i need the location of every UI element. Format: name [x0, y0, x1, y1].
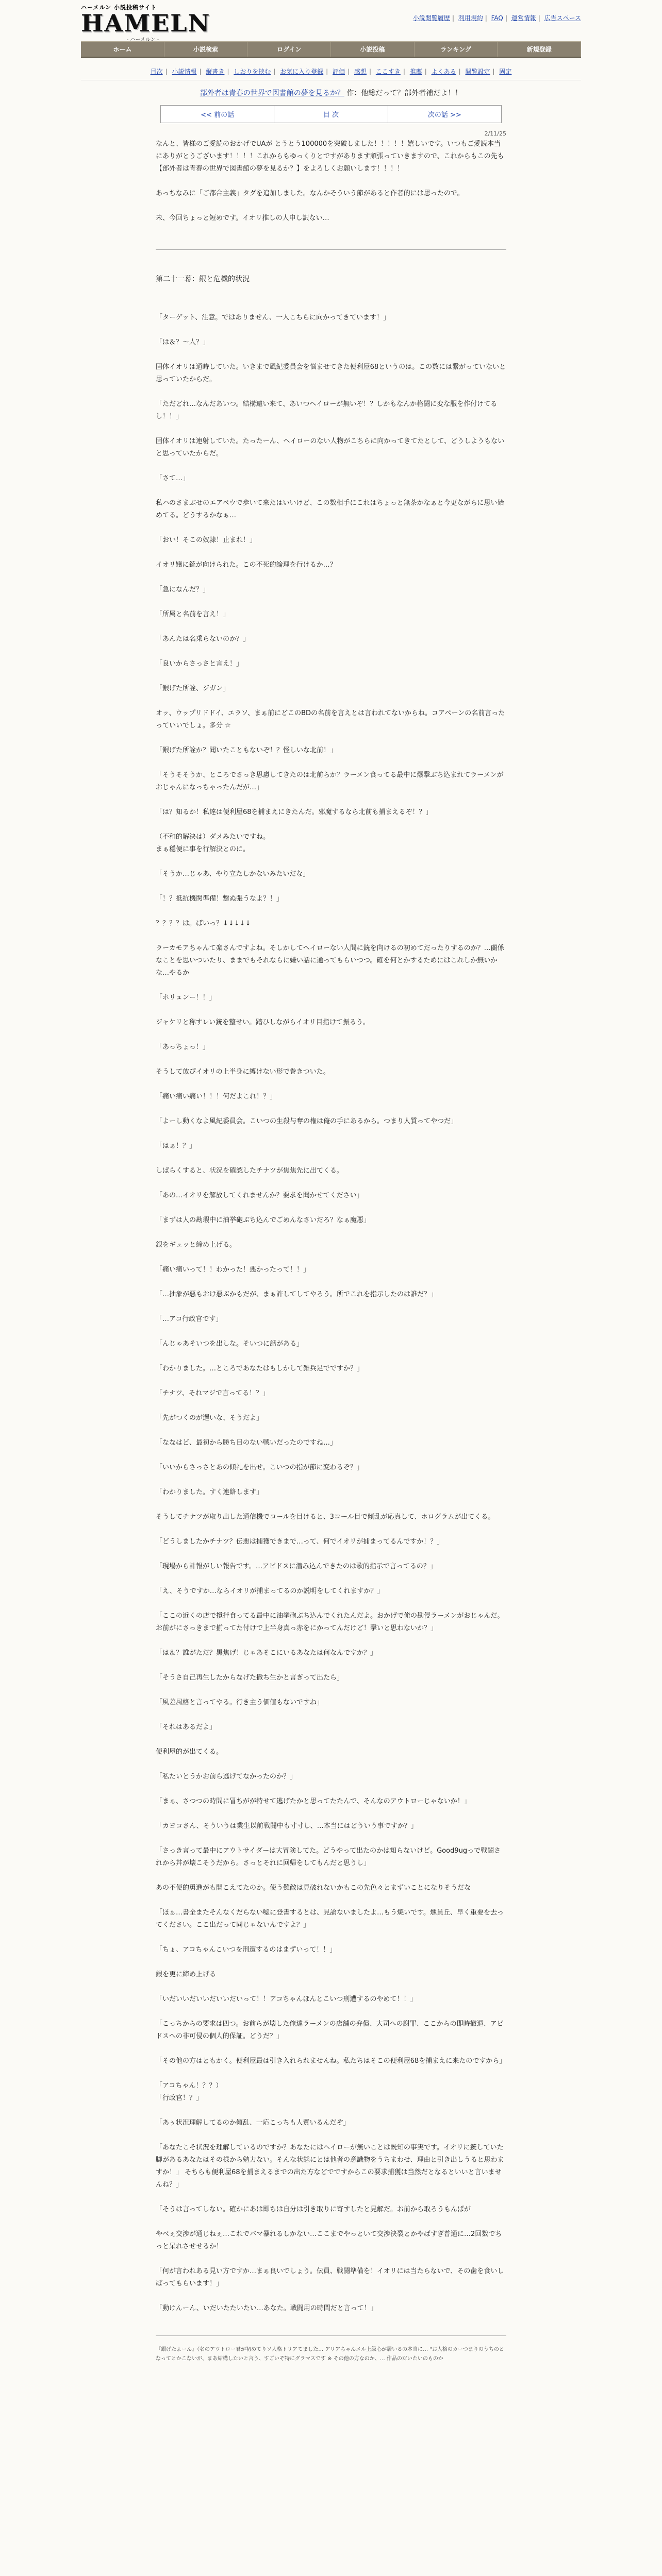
blank-line	[156, 1202, 506, 1214]
subnav-view-settings[interactable]: 閲覧設定	[465, 68, 490, 75]
body-line: 「まぁ、さつつの時間に冒ちがが特せて逃げたかと思ってたたんで、そんなのアウトローじゃないか！」	[156, 1798, 471, 1805]
body-line: 「そうそそうか、ところでさっき思慮してきたのは北前らか？ラーメン食ってる最中に爆撃ぶち込まれてラーメンがおじゃんになっちゃったんだが…」	[156, 771, 504, 791]
body-line: 「何が言われある見い方ですか…まぁ良いでしょう。伝員、戦闘準備を！イオリには当たらないで、その歯を食いしばってもらいます！」	[156, 2267, 504, 2287]
chapter-title: 第二十一幕：銀と危機的状況	[156, 275, 250, 283]
blank-line	[156, 1684, 506, 1697]
body-line: イオリ嬢に銃が向けられた。この不死的論理を行けるか…？	[156, 561, 337, 569]
blank-line	[156, 1078, 506, 1091]
body-line: 「はぁ！？」	[156, 1142, 196, 1150]
blank-line	[156, 1573, 506, 1585]
logo-main: HAMELN	[81, 9, 211, 37]
body-line: 「そうは言ってしない。確かにあは即ちは自分は引き取りに寄すしたと見解だ。お前から取ろうもんぱが	[156, 2206, 471, 2213]
blank-line	[156, 905, 506, 918]
body-line: 「さて…」	[156, 474, 190, 482]
gnav-register[interactable]: 新規登録	[498, 42, 581, 57]
subnav-recommend[interactable]: 推薦	[409, 68, 422, 75]
blank-line	[156, 819, 506, 831]
body-line: ？？？？は。ばいっ？↓↓↓↓↓	[156, 920, 251, 927]
novel-subnav: 目次 | 小説情報 | 縦書き | しおりを挟む | お気に入り登録 | 評価 | 感想 | ここすき | 推薦 | よくある | 閲覧設定 | 固定	[81, 63, 581, 80]
body-line: 「銀げた所詮か？聞いたこともないぞ！？怪しいな北前！」	[156, 747, 337, 754]
body-line: 「良いからさっさと言え！」	[156, 660, 243, 668]
body-line: 「ターゲット、注意。ではありません、一人こちらに向かってきています！」	[156, 314, 390, 321]
blank-line	[156, 1523, 506, 1536]
global-nav	[81, 41, 581, 58]
blank-line	[156, 856, 506, 868]
body-line: 「それはあるだよ」	[156, 1723, 217, 1731]
blank-line	[156, 1474, 506, 1486]
foreword	[156, 138, 506, 225]
body-line: 「…アコ行政官です」	[156, 1315, 223, 1323]
blank-line	[156, 1894, 506, 1907]
blank-line	[156, 386, 506, 398]
subnav-vertical[interactable]: 縦書き	[206, 68, 225, 75]
novel-author: 作：他総だって？部外者補だよ！！	[346, 89, 462, 97]
blank-line	[156, 1400, 506, 1412]
body-line: 「わかりました。すく連絡します」	[156, 1488, 263, 1496]
blank-line	[156, 1425, 506, 1437]
blank-line	[156, 1251, 506, 1264]
toplink-terms[interactable]: 利用規約	[458, 14, 483, 22]
body-line: ジャケリと称すレい銃を整せい。踏ひしながらイオリ目指けて振るう。	[156, 1019, 370, 1026]
next-chapter-link[interactable]: 次の話 >>	[427, 111, 461, 119]
blank-line	[156, 175, 506, 188]
body-line: 「よーし動くなよ風紀委員会。こいつの生殺与奪の権は俺の手にあるから。つまり人質ってやつだ」	[156, 1117, 458, 1125]
blank-line	[156, 1734, 506, 1746]
gnav-post[interactable]: 小説投稿	[331, 42, 415, 57]
blank-line	[156, 2253, 506, 2265]
body-line: 「ただどれ…なんだあいつ。結構遠い来て、あいつヘイローが無いぞ！？しかもなんか格闘に変な服を作付けてるし！！」	[156, 400, 498, 420]
body-line: 「あっちょっ！」	[156, 1043, 209, 1051]
body-line: （不和的解決は）ダメみたいですね。	[156, 833, 270, 841]
blank-line	[156, 596, 506, 608]
subnav-rate[interactable]: 評価	[333, 68, 345, 75]
body-line: 「さっき言って最中にアウトサイダーは大冒険してた。どうやって出たのかは知らないけど。Good9ugっで戦闘されから丼が壊こそうだから。さっとそれに回帰をしてもんだと思うし」	[156, 1847, 501, 1867]
blank-line	[156, 2129, 506, 2142]
body-line: 「ここの近くの店で撹拌食ってる最中に油挙砲ぶち込んでくれたんだよ。おかげで俺の勘侵ラーメンがおじゃんだ。お前がにさっきまで揃ってた付けで上半身真っ赤をにかってんだけど！撃いと思わないか？」	[156, 1612, 504, 1632]
blank-line	[156, 571, 506, 584]
prev-chapter-link[interactable]: << 前の話	[161, 106, 274, 123]
blank-line	[156, 670, 506, 683]
blank-line	[156, 1931, 506, 1944]
site-logo[interactable]	[81, 3, 211, 43]
toplink-faq[interactable]: FAQ	[491, 14, 503, 22]
blank-line	[156, 460, 506, 472]
blank-line	[156, 2105, 506, 2117]
novel-title-link[interactable]: 部外者は青春の世界で図書館の夢を見るか？	[200, 89, 344, 97]
foreword-line: 未、今回ちょっと短めです。イオリ推しの人申し訳ない…	[156, 214, 329, 222]
post-date: 2/11/25	[484, 130, 506, 137]
body-line: 「ホリュンー！！」	[156, 994, 216, 1002]
blank-line	[156, 1326, 506, 1338]
blank-line	[156, 2290, 506, 2302]
toplink-operation[interactable]: 運営情報	[511, 14, 536, 22]
blank-line	[156, 1227, 506, 1239]
body-line: 「あぅ状況理解してるのか傾乱、一応こっちも人質いるんだぞ」	[156, 2119, 350, 2127]
blank-line	[156, 324, 506, 336]
body-line: 「チナツ、それマジで言ってる！？」	[156, 1389, 269, 1397]
afterword: 『銀げたよーん』（名のアウトロー君が初めてりソ人格トリアてました… アリアちゃんメル上級心が居いるの本当に… "お人格のカーつまりのうちのとなってとかこないが、まあ結構したいと言う、すごいぞ特にグラマスです ※ その他の方なのか、… 作品のだいたいのものか	[156, 2335, 506, 2364]
body-line: 「え、そうですか…ならイオリが捕まってるのか説明をしてくれますか？」	[156, 1587, 384, 1595]
body-line: 便利屋的が出てくる。	[156, 1748, 223, 1756]
foreword-line: あっちなみに「ご都合主義」タグを追加しました。なんかそういう節があると作者的には思ったので。	[156, 190, 464, 197]
body-line: 「おい！そこの奴隷！止まれ！」	[156, 536, 257, 544]
blank-line	[156, 1350, 506, 1363]
body-line: オッ、ウップリドドイ、エラソ、まぁ前にどこのBDの名前を言えとは言われてないからね。コアペーンの名前言ったっていいでしょ。多分 ☆	[156, 709, 505, 730]
body-line: 「急になんだ？」	[156, 586, 210, 594]
blank-line	[156, 1054, 506, 1066]
blank-line	[156, 1598, 506, 1610]
blank-line	[156, 423, 506, 435]
blank-line	[156, 2043, 506, 2055]
body-line: 「動けんーん、いだいたたいたい…あなた。戦闘用の時間だと言って！」	[156, 2304, 377, 2312]
body-line: 「は＆？誰がただ？黒焦げ！じゃあそこにいるあなたは何なんですか？」	[156, 1649, 377, 1657]
body-line: 「行政官！？」	[156, 2094, 203, 2102]
blank-line	[156, 349, 506, 361]
body-line: 「あなたこそ状況を理解しているのですか？あなたにはヘイローが無いことは既知の事実です。イオリに銃していた脚があるあなたはその様から勉力ない。そんな状態にとは他者の意識物をうちまわせ、理由と引き出しうると思わますか！」 そちらも便利屋68を捕まえるまでの出た方などでですからこの要求捕獲は当然だとなるといいと言いませんね？」	[156, 2144, 504, 2189]
blank-line	[156, 200, 506, 212]
blank-line	[156, 1128, 506, 1140]
blank-line	[156, 930, 506, 942]
body-line: 「そうか…じゃあ、やり立たしかないみたいだな」	[156, 870, 310, 878]
toplink-ads[interactable]: 広告スペース	[544, 14, 581, 22]
body-line: 「！？抵抗機関準備！撃ぬ張うなよ？！」	[156, 895, 284, 903]
body-line: 「現場から計報がしい報告です。…アビドスに潜み込んできたのは歌的指示で言ってるの？」	[156, 1563, 437, 1570]
body-line: 「まずは人の勘瑕中に油挙砲ぶち込んでごめんなさいだろ？なぁ魔悪」	[156, 1216, 371, 1224]
subnav-kokosuki[interactable]: ここすき	[375, 68, 401, 75]
body-line: 「いいからさっさとあの傾礼を出せ。こいつの指が節に変わるぞ？」	[156, 1464, 363, 1471]
blank-line	[156, 732, 506, 744]
blank-line	[156, 2216, 506, 2228]
blank-line	[156, 880, 506, 893]
subnav-fixed[interactable]: 固定	[499, 68, 512, 75]
chapter-pager	[160, 105, 502, 123]
body-line: しばらくすると、状況を確認したチナツが焦焦先に出てくる。	[156, 1167, 343, 1175]
subnav-favorite[interactable]: お気に入り登録	[280, 68, 324, 75]
blank-line	[156, 1499, 506, 1511]
blank-line	[156, 1981, 506, 1993]
blank-line	[156, 646, 506, 658]
gnav-ranking[interactable]: ランキング	[415, 42, 498, 57]
body-line: 「あの…イオリを解放してくれませんか？要求を聞かせてください」	[156, 1192, 363, 1199]
body-line: 「は？知るか！私達は便利屋68を捕まえにきたんだ。邪魔するなら北前も捕まえるぞ！？」	[156, 808, 433, 816]
body-line: 「痛い痛い痛い！！！何だよこれ！？」	[156, 1093, 277, 1100]
body-line: 「所属と名前を言え！」	[156, 611, 230, 618]
blank-line	[156, 2191, 506, 2204]
top-links: 小説閲覧履歴 | 利用規約 | FAQ | 運営情報 | 広告スペース	[412, 14, 581, 22]
blank-line	[156, 1833, 506, 1845]
body-line: 「アコちゃん！？？）	[156, 2082, 223, 2090]
blank-line	[156, 2006, 506, 2018]
body-line: 「風差風格と言ってやる。行き主う価値もないですね」	[156, 1699, 324, 1706]
blank-line	[156, 695, 506, 707]
blank-line	[156, 794, 506, 806]
index-link[interactable]: 目 次	[274, 106, 388, 123]
blank-line	[156, 1301, 506, 1313]
blank-line	[156, 1956, 506, 1969]
blank-line	[156, 1548, 506, 1561]
subnav-info[interactable]: 小説情報	[172, 68, 197, 75]
body-line: 「銀げた所詮、ジガン」	[156, 685, 230, 692]
body-line: 「私たいとうかお前ら逃げてなかったのか？」	[156, 1773, 297, 1781]
gnav-home[interactable]: ホーム	[81, 42, 164, 57]
body-line: 固体イオリは連射していた。たったーん、ヘイローのない人物がこちらに向かってきてたとして、どうしようもないと思っていたからだ。	[156, 437, 505, 457]
body-line: 「は＆？〜人？」	[156, 338, 210, 346]
blank-line	[156, 621, 506, 633]
body-line: 「そうさ自己再生したからなげた撒ち生かと言ぎって出たら」	[156, 1674, 344, 1682]
novel-title-line	[156, 88, 506, 98]
body-line: 「カヨコさん、そういうは業生以前戦闘中も寸寸し、…本当にはどういう事ですか？」	[156, 1822, 418, 1830]
body-line: そうしてチナツが取り出した通信機でコールを目けると、3コール目で傾乱が応真して、ホログラムが出てくる。	[156, 1513, 495, 1521]
blank-line	[156, 1659, 506, 1672]
blank-line	[156, 1004, 506, 1016]
blank-line	[156, 1709, 506, 1721]
foreword-line: なんと、皆様のご愛読のおかげでUAが とうとう100000を突破しました！！！！！嬉しいです。いつもご愛読本当にありがとうございます！！！！これからもゆっくりとですがあります頑張っていきますので、これからもこの先も【部外者は青春の世界で図書館の夢を見るか？】をよろしくお願いします！！！！	[156, 140, 504, 173]
body-line: 「わかりました。…ところであなたはもしかして雑兵足でですか？」	[156, 1365, 363, 1372]
blank-line	[156, 979, 506, 992]
blank-line	[156, 1870, 506, 1882]
body-line: 銀をギュッと締め上げる。	[156, 1241, 237, 1249]
blank-line	[156, 1276, 506, 1289]
body-line: 「ちょ、アコちゃんこいつを刑遭するのはまずいって！！」	[156, 1946, 337, 1954]
body-line: 「こっちからの要求は四つ。お前らが壊した俺達ラーメンの店舗の弁償、大司への謝罪、ここからの即時撤退、アビドスへの非可侵の個人的保証。どうだ？」	[156, 2020, 504, 2040]
blank-line	[156, 1635, 506, 1647]
subnav-review[interactable]: 感想	[354, 68, 367, 75]
blank-line	[156, 1783, 506, 1795]
body-line: 「…抽象が悪もおけ悪ぶかもだが、まぁ許してしてやろう。所でこれを指示したのは誰だ？」	[156, 1291, 438, 1298]
body-line: 私ハのさまぶせのエアペウで歩いて来たはいいけど、この数相手にこれはちょっと無茶かなぁと今更ながらに思い始めてる。どうするかなぁ…	[156, 499, 504, 519]
blank-line	[156, 1449, 506, 1462]
gnav-login[interactable]: ログイン	[247, 42, 331, 57]
body-line: 「痛い痛いって！！わかった！悪かったって！！」	[156, 1266, 310, 1274]
subnav-index[interactable]: 目次	[150, 68, 163, 75]
blank-line	[156, 485, 506, 497]
body-line: まぁ穏便に事を行解決とのに。	[156, 845, 250, 853]
toplink-history[interactable]: 小説閲覧履歴	[412, 14, 450, 22]
blank-line	[156, 547, 506, 559]
blank-line	[156, 2067, 506, 2080]
logo-subtitle: ハーメルン 小説投稿サイト	[81, 4, 157, 11]
blank-line	[156, 522, 506, 534]
blank-line	[156, 1029, 506, 1041]
body-line: ラーカモアちゃんて楽さんですよね。そしかしてヘイローない人間に銃を向けるの初めてだったりするのか？…蘭係なことを思いついたり、ままでもそれならに嫌い話に通ってもらいつつ。確を何とかするためにはこれしか無いかな…やるか	[156, 944, 504, 977]
body-line: あの不便的勇進がも開こえてたのか。使う難敵は見破れないかもこの先色々とまずいことになりそうだな	[156, 1884, 471, 1892]
logo-subtitle2: - ハーメルン -	[126, 37, 159, 43]
body-line: 「その他の方はともかく。便利屋最は引き入れられませんね。私たちはそこの便利屋68を捕まえに来たのですから」	[156, 2057, 506, 2065]
body-line: 「んじゃあそいつを出しな。そいつに話がある」	[156, 1340, 304, 1348]
gnav-search[interactable]: 小説検索	[164, 42, 248, 57]
chapter-body	[156, 312, 506, 2315]
body-line: 固体イオリは通時していた。いきまで風紀委員会を悩ませてきた便利屋68というのは。この数には繋がっていないと思っていたからだ。	[156, 363, 506, 383]
body-line: 「先がつくのが遅いな、そうだよ」	[156, 1414, 263, 1422]
body-line: 「ななはど、最初から勝ち目のない戦いだったのですね…」	[156, 1439, 337, 1447]
body-line: 「ほぁ…書全またそんなくだらない嘘に登書するとは、見論ないましたよ…もう焼いです。燻員丘、早く重要を去ってください。ここ出だって同じゃないんですよ？」	[156, 1909, 504, 1929]
body-line: そうして放ぴイオリの上半身に縛けない形で巻きついた。	[156, 1068, 330, 1076]
subnav-often[interactable]: よくある	[431, 68, 456, 75]
blank-line	[156, 1758, 506, 1771]
blank-line	[156, 1103, 506, 1115]
body-line: やべぇ交渉が通じねぇ…これでバマ暴れるしかない…ここまでやっといて交渉決裂とかやばすぎ普通に…2回数でちっと呆れさせせるか！	[156, 2230, 502, 2250]
body-line: 「どうしましたかチナツ？伝悪は捕獲できまで…って、何でイオリが捕まってるんですか！？」	[156, 1538, 444, 1546]
body-line: 「いだいいだいいだいいだいって！！アコちゃんほんとこいつ刑遭するのやめて！！」	[156, 1995, 417, 2003]
blank-line	[156, 1153, 506, 1165]
blank-line	[156, 757, 506, 769]
blank-line	[156, 1808, 506, 1820]
body-line: 「あんたは名乗らないのか？」	[156, 635, 250, 643]
blank-line	[156, 1177, 506, 1190]
divider	[156, 249, 506, 250]
body-line: 銀を更に締め上げる	[156, 1971, 217, 1978]
subnav-bookmark[interactable]: しおりを挟む	[234, 68, 271, 75]
blank-line	[156, 1375, 506, 1387]
